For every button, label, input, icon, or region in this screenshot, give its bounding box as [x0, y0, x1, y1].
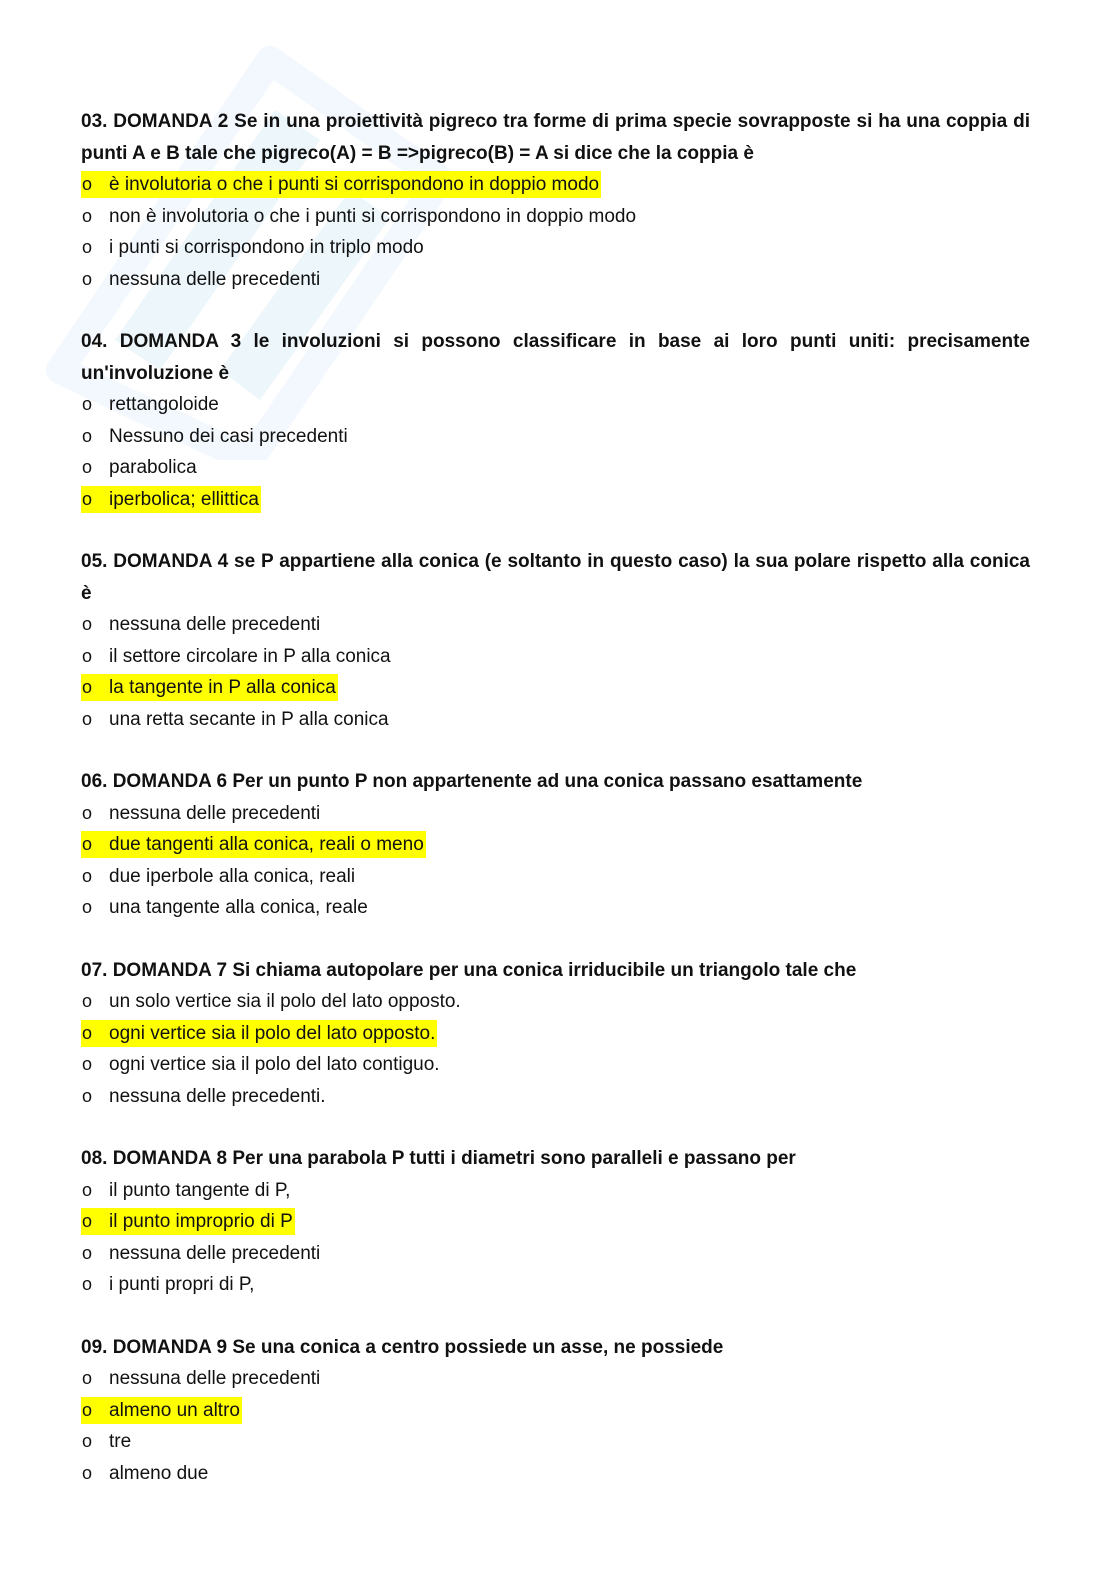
answer-option	[81, 986, 1030, 1018]
answer-option	[81, 1049, 1030, 1081]
option-content	[81, 171, 601, 198]
option-content	[81, 486, 261, 513]
circle-bullet-icon: o	[82, 1085, 93, 1106]
circle-bullet-icon: o	[82, 1242, 93, 1263]
answer-option	[81, 389, 1030, 421]
answer-option	[81, 704, 1030, 736]
option-content	[81, 611, 322, 638]
circle-bullet-icon: o	[82, 1211, 93, 1231]
option-content	[81, 234, 426, 261]
question-block	[81, 955, 1030, 1113]
option-content	[81, 988, 463, 1015]
answer-option	[81, 1175, 1030, 1207]
option-label: nessuna delle precedenti	[109, 802, 321, 824]
option-content	[81, 1365, 322, 1392]
option-label: nessuna delle precedenti	[109, 614, 321, 635]
answer-option	[81, 641, 1030, 673]
answer-options	[81, 1175, 1030, 1301]
answer-option-correct	[81, 829, 1030, 861]
option-label: due iperbole alla conica, reali	[109, 865, 356, 887]
option-label: almeno due	[109, 1462, 209, 1484]
answer-options	[81, 389, 1030, 515]
option-label: il settore circolare in P alla conica	[109, 645, 391, 667]
option-label: una tangente alla conica, reale	[109, 897, 368, 918]
option-content	[81, 1020, 437, 1047]
circle-bullet-icon: o	[82, 614, 93, 634]
option-label: i punti si corrispondono in triplo modo	[109, 237, 424, 258]
circle-bullet-icon: o	[82, 677, 93, 697]
answer-options	[81, 1363, 1030, 1489]
circle-bullet-icon: o	[82, 1274, 93, 1294]
answer-option	[81, 1081, 1030, 1113]
circle-bullet-icon: o	[82, 174, 93, 194]
answer-option	[81, 421, 1030, 453]
question-text: 05. DOMANDA 4 se P appartiene alla conica (e soltanto in questo caso) la sua polare rispetto alla conica è	[81, 551, 1030, 604]
option-content	[81, 1240, 322, 1267]
circle-bullet-icon: o	[82, 425, 93, 446]
option-content	[81, 266, 322, 293]
answer-option	[81, 1426, 1030, 1458]
answer-option	[81, 232, 1030, 264]
option-content	[81, 1428, 133, 1455]
option-content	[81, 1083, 328, 1110]
option-label: nessuna delle precedenti	[109, 1242, 321, 1264]
quiz-document	[81, 106, 1030, 1520]
circle-bullet-icon: o	[82, 237, 93, 257]
option-label: un solo vertice sia il polo del lato opposto.	[109, 991, 461, 1012]
circle-bullet-icon: o	[82, 1431, 93, 1451]
circle-bullet-icon: o	[82, 1368, 93, 1388]
option-content	[81, 863, 357, 890]
option-content	[81, 391, 221, 418]
answer-option-correct	[81, 484, 1030, 516]
question-block	[81, 106, 1030, 295]
option-label: la tangente in P alla conica	[109, 677, 336, 698]
option-label: nessuna delle precedenti	[109, 1368, 321, 1389]
answer-option-correct	[81, 169, 1030, 201]
answer-option	[81, 201, 1030, 233]
question-text: 03. DOMANDA 2 Se in una proiettività pigreco tra forme di prima specie sovrapposte si ha una coppia di punti A e B tale che pigreco(A) = B =>pigreco(B) = A si dice che la coppia è	[81, 111, 1030, 164]
answer-options	[81, 169, 1030, 295]
option-label: una retta secante in P alla conica	[109, 708, 389, 730]
option-content	[81, 800, 322, 827]
option-content	[81, 1051, 442, 1078]
answer-option	[81, 1363, 1030, 1395]
option-content	[81, 423, 350, 450]
answer-option	[81, 1269, 1030, 1301]
question-text: 06. DOMANDA 6 Per un punto P non appartenente ad una conica passano esattamente	[81, 771, 863, 792]
answer-option	[81, 892, 1030, 924]
answer-option	[81, 1458, 1030, 1490]
question-block	[81, 766, 1030, 924]
option-content	[81, 1271, 256, 1298]
circle-bullet-icon: o	[82, 865, 93, 886]
circle-bullet-icon: o	[82, 897, 93, 917]
circle-bullet-icon: o	[82, 1179, 93, 1200]
answer-option-correct	[81, 1395, 1030, 1427]
answer-option-correct	[81, 1206, 1030, 1238]
option-label: ogni vertice sia il polo del lato contiguo.	[109, 1054, 440, 1075]
answer-option-correct	[81, 672, 1030, 704]
question-block	[81, 326, 1030, 515]
option-content	[81, 1177, 292, 1204]
option-label: nessuna delle precedenti	[109, 268, 321, 290]
option-content	[81, 1397, 242, 1424]
circle-bullet-icon: o	[82, 1022, 93, 1043]
answer-option	[81, 798, 1030, 830]
option-label: nessuna delle precedenti.	[109, 1085, 326, 1107]
answer-options	[81, 798, 1030, 924]
question-text: 09. DOMANDA 9 Se una conica a centro possiede un asse, ne possiede	[81, 1336, 724, 1358]
option-label: parabolica	[109, 457, 197, 478]
option-label: iperbolica; ellittica	[109, 488, 259, 510]
circle-bullet-icon: o	[82, 1399, 93, 1420]
option-label: i punti propri di P,	[109, 1274, 255, 1295]
answer-option	[81, 609, 1030, 641]
circle-bullet-icon: o	[82, 488, 93, 509]
option-label: Nessuno dei casi precedenti	[109, 425, 348, 447]
option-content	[81, 1208, 295, 1235]
option-content	[81, 1460, 210, 1487]
circle-bullet-icon: o	[82, 645, 93, 666]
answer-option	[81, 861, 1030, 893]
question-text: 07. DOMANDA 7 Si chiama autopolare per una conica irriducibile un triangolo tale che	[81, 959, 857, 981]
answer-options	[81, 986, 1030, 1112]
option-label: almeno un altro	[109, 1399, 240, 1421]
option-content	[81, 706, 391, 733]
circle-bullet-icon: o	[82, 991, 93, 1011]
option-content	[81, 203, 638, 230]
answer-options	[81, 609, 1030, 735]
circle-bullet-icon: o	[82, 1462, 93, 1483]
answer-option	[81, 264, 1030, 296]
answer-option	[81, 452, 1030, 484]
circle-bullet-icon: o	[82, 268, 93, 289]
question-text: 04. DOMANDA 3 le involuzioni si possono classificare in base ai loro punti uniti: precisamente un'involuzione è	[81, 331, 1030, 384]
question-text: 08. DOMANDA 8 Per una parabola P tutti i diametri sono paralleli e passano per	[81, 1148, 796, 1169]
option-content	[81, 831, 426, 858]
option-label: il punto improprio di P	[109, 1211, 293, 1232]
option-content	[81, 643, 393, 670]
circle-bullet-icon: o	[82, 708, 93, 729]
option-label: il punto tangente di P,	[109, 1179, 291, 1201]
option-content	[81, 674, 338, 701]
option-label: due tangenti alla conica, reali o meno	[109, 834, 424, 855]
option-label: non è involutoria o che i punti si corrispondono in doppio modo	[109, 205, 637, 227]
option-label: ogni vertice sia il polo del lato opposto.	[109, 1022, 436, 1044]
option-content	[81, 454, 199, 481]
circle-bullet-icon: o	[82, 834, 93, 854]
circle-bullet-icon: o	[82, 394, 93, 414]
option-content	[81, 894, 370, 921]
circle-bullet-icon: o	[82, 802, 93, 823]
circle-bullet-icon: o	[82, 205, 93, 226]
question-block	[81, 1332, 1030, 1490]
question-block	[81, 1143, 1030, 1301]
option-label: è involutoria o che i punti si corrispondono in doppio modo	[109, 174, 600, 195]
answer-option	[81, 1238, 1030, 1270]
circle-bullet-icon: o	[82, 457, 93, 477]
question-block	[81, 546, 1030, 735]
option-label: rettangoloide	[109, 394, 219, 415]
answer-option-correct	[81, 1018, 1030, 1050]
circle-bullet-icon: o	[82, 1054, 93, 1074]
option-label: tre	[109, 1431, 132, 1452]
